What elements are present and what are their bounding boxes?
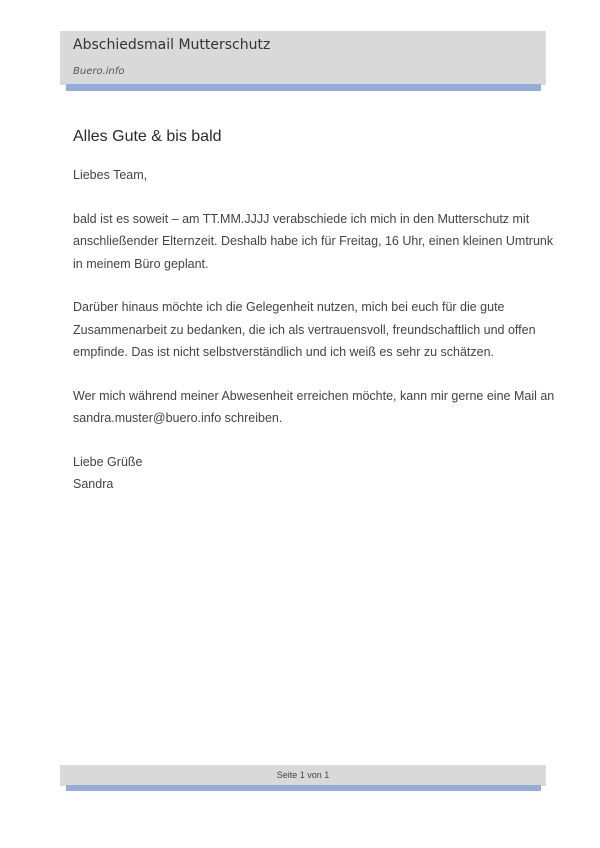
paragraph-line: anschließender Elternzeit. Deshalb habe ich für Freitag, 16 Uhr, einen kleinen Umtrunk xyxy=(73,234,554,248)
paragraph-line: Darüber hinaus möchte ich die Gelegenheit nutzen, mich bei euch für die gute xyxy=(73,300,505,314)
paragraph-line: bald ist es soweit – am TT.MM.JJJJ verabschiede ich mich in den Mutterschutz mit xyxy=(73,211,530,226)
paragraph-thanks xyxy=(73,296,536,364)
paragraph-farewell xyxy=(73,208,554,276)
paragraph-line: in meinem Büro geplant. xyxy=(73,256,209,271)
closing-phrase: Liebe Grüße xyxy=(73,454,143,469)
paragraph-line: empfinde. Das ist nicht selbstverständlich und ich weiß es sehr zu schätzen. xyxy=(73,345,495,359)
paragraph-contact xyxy=(73,385,555,430)
paragraph-line: Wer mich während meiner Abwesenheit erreichen möchte, kann mir gerne eine Mail an xyxy=(73,388,555,403)
document-source: Buero.info xyxy=(73,66,125,77)
document-title: Abschiedsmail Mutterschutz xyxy=(73,37,271,53)
document-header xyxy=(60,31,546,85)
document-footer xyxy=(60,765,546,786)
header-accent-bar xyxy=(66,84,541,91)
salutation: Liebes Team, xyxy=(73,168,148,182)
letter-body xyxy=(73,127,555,496)
letter-heading: Alles Gute & bis bald xyxy=(73,128,222,145)
footer-accent-bar xyxy=(66,785,541,791)
closing-block xyxy=(73,451,533,496)
signature: Sandra xyxy=(73,477,114,491)
page-number: Seite 1 von 1 xyxy=(276,770,330,780)
paragraph-line: sandra.muster@buero.info schreiben. xyxy=(73,411,283,425)
paragraph-line: Zusammenarbeit zu bedanken, die ich als vertrauensvoll, freundschaftlich und offen xyxy=(73,322,536,337)
